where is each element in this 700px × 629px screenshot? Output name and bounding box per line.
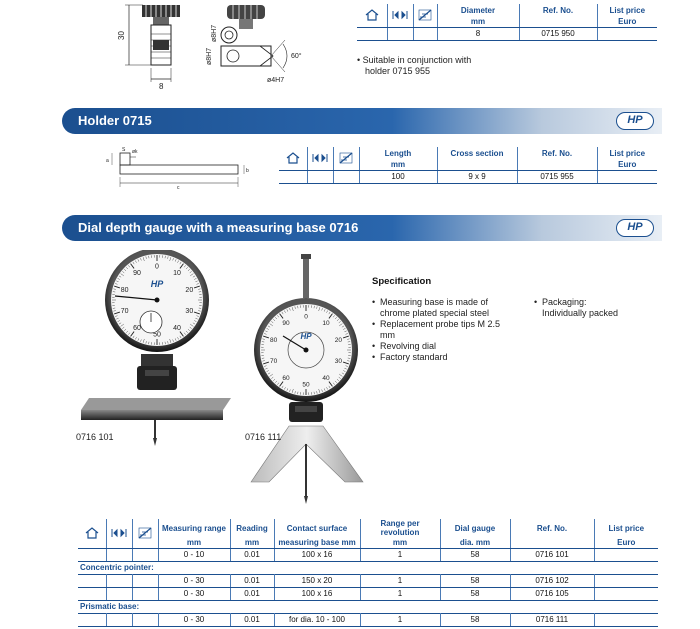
sub-mm: mm <box>360 537 440 548</box>
cell-cross-section: 9 x 9 <box>437 170 517 183</box>
col-list-price: List price <box>609 5 646 15</box>
dial-number: 60 <box>133 325 141 333</box>
dial-number: 20 <box>185 286 194 294</box>
cell-price <box>597 170 657 183</box>
cell-ref-no: 0715 950 <box>519 27 597 40</box>
note-line-2: holder 0715 955 <box>365 66 431 76</box>
dim-bore1-text: ø8H7 <box>211 24 218 42</box>
holder-drawing <box>100 143 250 193</box>
cell-ref-no: 0715 955 <box>517 170 597 183</box>
hp-logo: HP <box>616 112 654 130</box>
dim-bore3-text: ø4H7 <box>267 77 285 84</box>
specification-block <box>372 276 672 363</box>
dial-number: 60 <box>282 375 290 383</box>
sub-dia: dia. mm <box>440 537 510 548</box>
cell-price <box>597 27 657 40</box>
dim-bore2-text: ø8H7 <box>206 47 213 65</box>
dim-angle-text: 60° <box>291 53 302 60</box>
note-line-1: Suitable in conjunction with <box>362 55 472 65</box>
surface-icon <box>333 147 359 170</box>
col-diameter: Diameter <box>437 4 519 16</box>
col-ref-no: Ref. No. <box>510 519 594 537</box>
banner-holder <box>62 108 662 134</box>
col-cross-unit <box>437 159 517 170</box>
dial-number: 10 <box>322 319 330 327</box>
dial-number: 40 <box>322 375 330 383</box>
house-icon <box>78 519 106 548</box>
dim-height-text: 30 <box>117 31 126 40</box>
spec-right-list <box>534 297 644 363</box>
table-row: 0 - 30 0.01 100 x 16 1 58 0716 105 <box>78 587 658 600</box>
sub-mm: mm <box>158 537 230 548</box>
sub-ref <box>510 537 594 548</box>
table-row <box>357 27 657 40</box>
sub-euro: Euro <box>594 537 658 548</box>
dial-number: 80 <box>120 286 129 294</box>
dial-number: 10 <box>173 269 181 277</box>
col-ref-no-unit <box>519 16 597 27</box>
dial-number: 90 <box>133 269 141 277</box>
dial-number: 0 <box>155 263 159 271</box>
diameter-table <box>357 4 657 41</box>
col-list-price: List price <box>608 523 645 533</box>
col-diameter-unit: mm <box>437 16 519 27</box>
banner-title: Holder 0715 <box>78 113 152 128</box>
hp-logo: HP <box>616 219 654 237</box>
caliper-icon <box>307 147 333 170</box>
col-dial-gauge: Dial gauge <box>440 519 510 537</box>
table-row <box>279 170 657 183</box>
dial-number: 70 <box>270 358 278 366</box>
holder-table <box>279 147 657 184</box>
banner-title: Dial depth gauge with a measuring base 0716 <box>78 220 359 235</box>
specification-title: Specification <box>372 276 432 287</box>
col-contact-surface: Contact surface <box>274 519 360 537</box>
col-cross-section: Cross section <box>437 147 517 159</box>
col-ref-unit <box>517 159 597 170</box>
dial-depth-gauge-prismatic-photo <box>245 250 370 515</box>
sub-mm: mm <box>230 537 274 548</box>
table-row: 0 - 30 0.01 150 x 20 1 58 0716 102 <box>78 574 658 587</box>
caption-left: 0716 101 <box>76 432 114 442</box>
dial-depth-gauge-photo <box>75 250 235 450</box>
col-length: Length <box>359 147 437 159</box>
col-list-price-unit: Euro <box>597 16 657 27</box>
col-ref-no: Ref. No. <box>519 4 597 16</box>
list-item: • Revolving dial <box>372 341 437 351</box>
spec-left-list <box>372 297 534 363</box>
col-measuring-range: Measuring range <box>158 519 230 537</box>
caliper-icon <box>106 519 132 548</box>
table-row: 0 - 30 0.01 for dia. 10 - 100 1 58 0716 111 <box>78 613 658 626</box>
cell-diameter: 8 <box>437 27 519 40</box>
banner-dial-depth-gauge <box>62 215 662 241</box>
dial-number: 40 <box>173 325 181 333</box>
house-icon <box>279 147 307 170</box>
dim-b: b <box>246 168 249 174</box>
list-item: • Replacement probe tips M 2.5 mm <box>372 319 501 340</box>
col-list-price: List price <box>609 148 646 158</box>
sub-measuring-base: measuring base mm <box>274 537 360 548</box>
dim-width-text: 8 <box>159 82 164 91</box>
dial-number: 50 <box>302 381 310 389</box>
dial-number: 0 <box>304 313 308 321</box>
dial-number: 30 <box>334 358 342 366</box>
dial-number: 20 <box>334 336 342 344</box>
dial-number: 80 <box>270 336 278 344</box>
section-concentric-pointer: Concentric pointer: <box>80 563 154 572</box>
col-length-unit: mm <box>359 159 437 170</box>
col-range-per-rev: Range per revolution <box>360 519 440 537</box>
list-item: • Measuring base is made of chrome plated special steel <box>372 297 490 318</box>
caption-right: 0716 111 <box>245 432 282 442</box>
dial-number: 90 <box>282 319 290 327</box>
dim-c: c <box>177 185 180 191</box>
surface-icon <box>132 519 158 548</box>
table-row: 0 - 10 0.01 100 x 16 1 58 0716 101 <box>78 548 658 561</box>
dial-number: 50 <box>153 331 161 339</box>
dim-s: S <box>122 147 126 153</box>
top-technical-drawing <box>115 0 315 92</box>
surface-icon <box>413 4 437 27</box>
dial-number: 30 <box>185 308 194 316</box>
house-icon <box>357 4 387 27</box>
note-suitable: • Suitable in conjunction with holder 0715 955 <box>357 55 557 77</box>
col-ref-no: Ref. No. <box>517 147 597 159</box>
list-item: • Factory standard <box>372 352 448 362</box>
dial-number: 70 <box>120 308 129 316</box>
dial-logo: HP <box>300 332 312 341</box>
list-item: • Packaging: Individually packed <box>534 297 619 318</box>
dial-logo: HP <box>150 279 164 289</box>
col-price-unit: Euro <box>597 159 657 170</box>
col-reading: Reading <box>230 519 274 537</box>
cell-length: 100 <box>359 170 437 183</box>
dim-k: øk <box>132 149 138 155</box>
dial-gauge-table <box>78 519 658 627</box>
caliper-icon <box>387 4 413 27</box>
dim-a: a <box>106 158 109 164</box>
section-prismatic-base: Prismatic base: <box>80 602 140 611</box>
